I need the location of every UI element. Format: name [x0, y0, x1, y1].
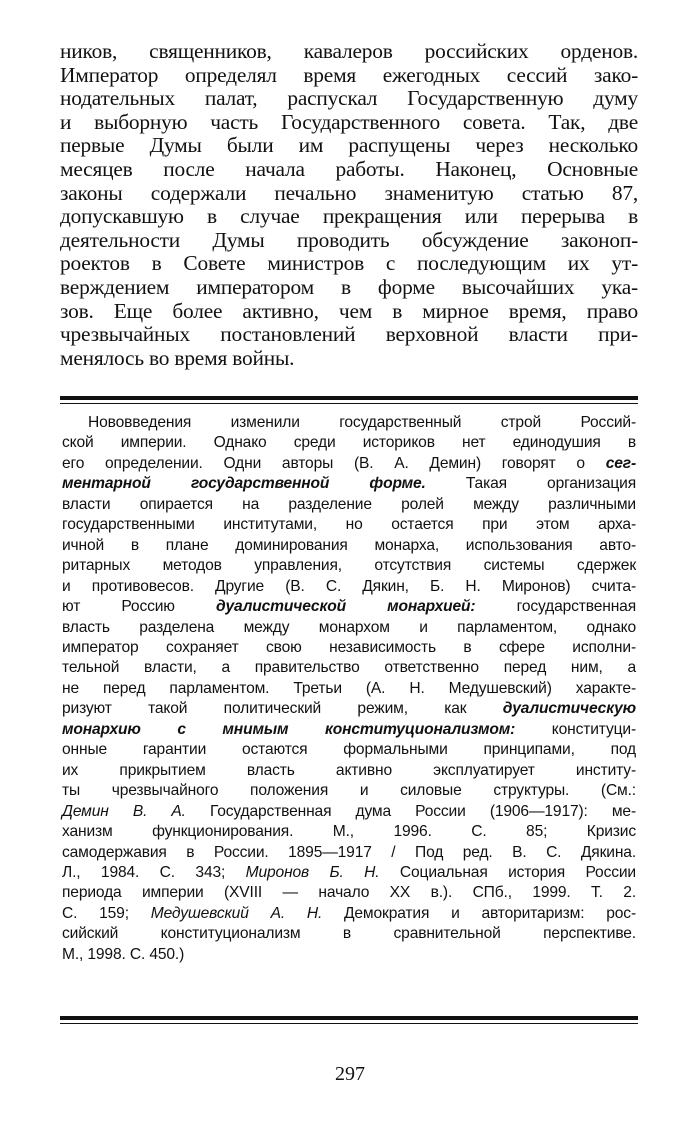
box-line: не перед парламентом. Третьи (А. Н. Медушевский) характе-	[62, 679, 636, 697]
box-line: власти опирается на разделение ролей между различными	[62, 495, 636, 513]
emphasis-term: монархию с мнимым конституционализмом:	[62, 720, 516, 738]
box-line	[62, 597, 636, 617]
box-line	[62, 720, 636, 740]
box-line: ты чрезвычайного положения и силовые структуры. (См.:	[62, 782, 636, 800]
box-text: Демократия и авторитаризм: рос-	[322, 904, 636, 922]
main-line-7: законы содержали печально знаменитую статью 87,	[60, 180, 638, 205]
main-line-11: верждением императором в форме высочайших ука-	[60, 274, 638, 299]
box-line	[62, 802, 636, 822]
box-line	[62, 904, 636, 924]
box-line: тельной власти, а правительство ответственно перед ним, а	[62, 659, 636, 677]
emphasis-term: дуалистическую	[502, 700, 636, 718]
main-line-5: первые Думы были им распущены через несколько	[60, 133, 638, 158]
main-line-4: и выборную часть Государственного совета. Так, две	[60, 109, 638, 134]
box-line	[62, 454, 636, 474]
box-line: ской империи. Однако среди историков нет единодушия в	[62, 434, 636, 452]
box-line	[62, 699, 636, 719]
top-divider-rule	[60, 396, 638, 404]
box-line: сийский конституционализм в сравнительной перспективе.	[62, 925, 636, 943]
bottom-divider-rule	[60, 1016, 638, 1024]
box-line	[62, 863, 636, 883]
box-text: ризуют такой политический режим, как	[62, 700, 503, 718]
box-line: онные гарантии остаются формальными принципами, под	[62, 741, 636, 759]
box-line: ханизм функционирования. М., 1996. С. 85; Кризис	[62, 823, 636, 841]
main-text-block	[60, 40, 638, 370]
author-name: Демин В. А.	[62, 802, 186, 820]
main-line-10: роектов в Совете министров с последующим их ут-	[60, 251, 638, 276]
sidebar-note-box	[62, 413, 636, 965]
main-line-6: месяцев после начала работы. Наконец, Основные	[60, 156, 638, 181]
box-text: государственная	[475, 598, 636, 616]
box-line: ритарных методов управления, отсутствия системы сдержек	[62, 557, 636, 575]
box-text: конституци-	[515, 720, 636, 738]
box-line: Нововведения изменили государственный строй Россий-	[88, 414, 636, 431]
main-line-8: допускавшую в случае прекращения или перерыва в	[60, 204, 638, 229]
box-line: М., 1998. С. 450.)	[62, 945, 185, 963]
box-text: Такая организация	[425, 475, 636, 493]
page-number: 297	[335, 1063, 365, 1085]
box-text: Социальная история России	[379, 863, 636, 881]
box-text: ют Россию	[62, 598, 216, 616]
box-line: самодержавия в России. 1895—1917 / Под ред. В. С. Дякина.	[62, 843, 636, 861]
box-text: его определении. Одни авторы (В. А. Демин) говорят о	[62, 454, 606, 472]
main-line-1: ников, священников, кавалеров российских орденов.	[60, 39, 638, 63]
main-line-2: Император определял время ежегодных сессий зако-	[60, 62, 638, 87]
main-line-12: зов. Еще более активно, чем в мирное время, право	[60, 298, 638, 323]
author-name: Медушевский А. Н.	[150, 904, 323, 922]
emphasis-term: ментарной государственной форме.	[62, 475, 426, 493]
main-paragraph	[60, 40, 638, 370]
author-name: Миронов Б. Н.	[245, 863, 380, 881]
main-line-13: чрезвычайных постановлений верховной власти при-	[60, 322, 638, 347]
main-line-9: деятельности Думы проводить обсуждение законоп-	[60, 227, 638, 252]
box-text: Л., 1984. С. 343;	[62, 863, 246, 881]
box-line: ичной в плане доминирования монарха, использования авто-	[62, 536, 636, 554]
emphasis-term: дуалистической монархией:	[216, 598, 476, 616]
box-line: и противовесов. Другие (В. С. Дякин, Б. Н. Миронов) счита-	[62, 577, 636, 595]
box-text: С. 159;	[62, 904, 151, 922]
emphasis-term: сег-	[605, 454, 636, 472]
box-line: их прикрытием власть активно эксплуатирует институ-	[62, 761, 636, 779]
box-text: Государственная дума России (1906—1917): ме-	[185, 802, 636, 820]
main-line-3: нодательных палат, распускал Государственную думу	[60, 86, 638, 111]
box-line: периода империи (XVIII — начало XX в.). СПб., 1999. Т. 2.	[62, 884, 636, 902]
box-line	[62, 474, 636, 494]
box-line: государственными институтами, но остается при этом арха-	[62, 516, 636, 534]
main-line-14: менялось во время войны.	[60, 345, 295, 370]
box-line: власть разделена между монархом и парламентом, однако	[62, 618, 636, 636]
box-line: император сохраняет свою независимость в сфере исполни-	[62, 638, 636, 656]
